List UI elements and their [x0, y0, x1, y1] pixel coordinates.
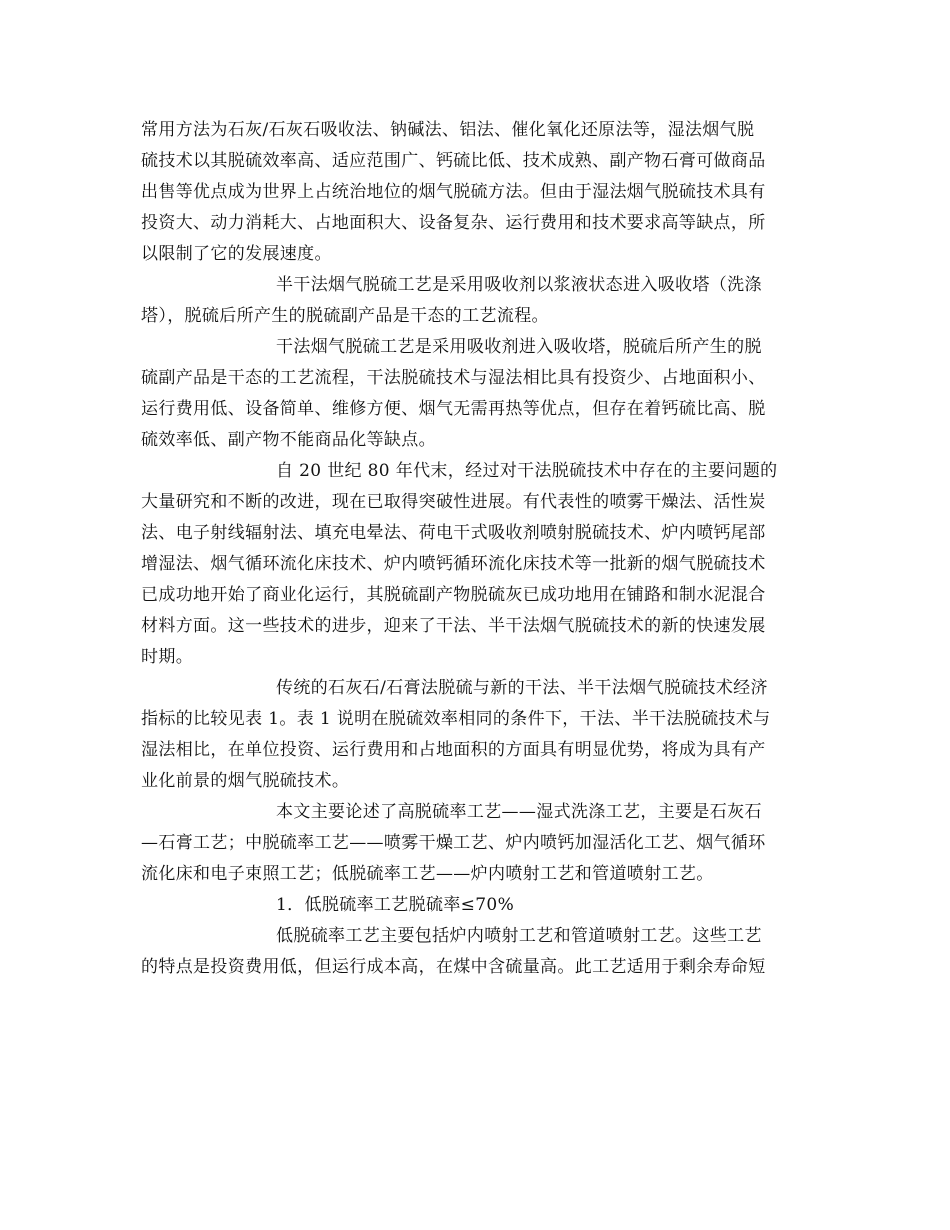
text-line: 流化床和电子束照工艺；低脱硫率工艺——炉内喷射工艺和管道喷射工艺。: [141, 864, 714, 884]
text-line: 硫效率低、副产物不能商品化等缺点。: [141, 430, 436, 450]
text-line: 自 20 世纪 80 年代末，经过对干法脱硫技术中存在的主要问题的: [276, 461, 778, 481]
text-line: 投资大、动力消耗大、占地面积大、设备复杂、运行费用和技术要求高等缺点，所: [141, 213, 766, 233]
text-line: 传统的石灰石/石膏法脱硫与新的干法、半干法烟气脱硫技术经济: [276, 678, 768, 698]
text-line: 硫技术以其脱硫效率高、适应范围广、钙硫比低、技术成熟、副产物石膏可做商品: [141, 151, 766, 171]
text-line: 运行费用低、设备简单、维修方便、烟气无需再热等优点，但存在着钙硫比高、脱: [141, 399, 766, 419]
text-line: 指标的比较见表 1。表 1 说明在脱硫效率相同的条件下，干法、半干法脱硫技术与: [141, 709, 771, 729]
text-line: 材料方面。这一些技术的进步，迎来了干法、半干法烟气脱硫技术的新的快速发展: [141, 616, 766, 636]
text-line: 塔），脱硫后所产生的脱硫副产品是干态的工艺流程。: [141, 306, 549, 326]
text-line: 业化前景的烟气脱硫技术。: [141, 771, 350, 791]
text-line: 的特点是投资费用低，但运行成本高，在煤中含硫量高。此工艺适用于剩余寿命短: [141, 957, 766, 977]
text-line: 湿法相比，在单位投资、运行费用和占地面积的方面具有明显优势，将成为具有产: [141, 740, 766, 760]
text-line: 低脱硫率工艺主要包括炉内喷射工艺和管道喷射工艺。这些工艺: [276, 926, 762, 946]
text-line: 法、电子射线辐射法、填充电晕法、荷电干式吸收剂喷射脱硫技术、炉内喷钙尾部: [141, 523, 766, 543]
text-line: 以限制了它的发展速度。: [141, 244, 332, 264]
text-line: 常用方法为石灰/石灰石吸收法、钠碱法、铝法、催化氧化还原法等，湿法烟气脱: [141, 120, 755, 140]
text-line: 已成功地开始了商业化运行，其脱硫副产物脱硫灰已成功地用在铺路和制水泥混合: [141, 585, 766, 605]
text-line: 干法烟气脱硫工艺是采用吸收剂进入吸收塔，脱硫后所产生的脱: [276, 337, 762, 357]
text-line: 本文主要论述了高脱硫率工艺——湿式洗涤工艺，主要是石灰石: [276, 802, 762, 822]
text-line: 增湿法、烟气循环流化床技术、炉内喷钙循环流化床技术等一批新的烟气脱硫技术: [141, 554, 766, 574]
text-line: 半干法烟气脱硫工艺是采用吸收剂以浆液状态进入吸收塔（洗涤: [276, 275, 762, 295]
text-line: —石膏工艺；中脱硫率工艺——喷雾干燥工艺、炉内喷钙加湿活化工艺、烟气循环: [141, 833, 766, 853]
text-line: 出售等优点成为世界上占统治地位的烟气脱硫方法。但由于湿法烟气脱硫技术具有: [141, 182, 766, 202]
text-line: 大量研究和不断的改进，现在已取得突破性进展。有代表性的喷雾干燥法、活性炭: [141, 492, 766, 512]
text-line: 1．低脱硫率工艺脱硫率≤70%: [276, 895, 515, 915]
text-line: 硫副产品是干态的工艺流程，干法脱硫技术与湿法相比具有投资少、占地面积小、: [141, 368, 766, 388]
text-line: 时期。: [141, 647, 194, 667]
document-body: [141, 115, 812, 983]
